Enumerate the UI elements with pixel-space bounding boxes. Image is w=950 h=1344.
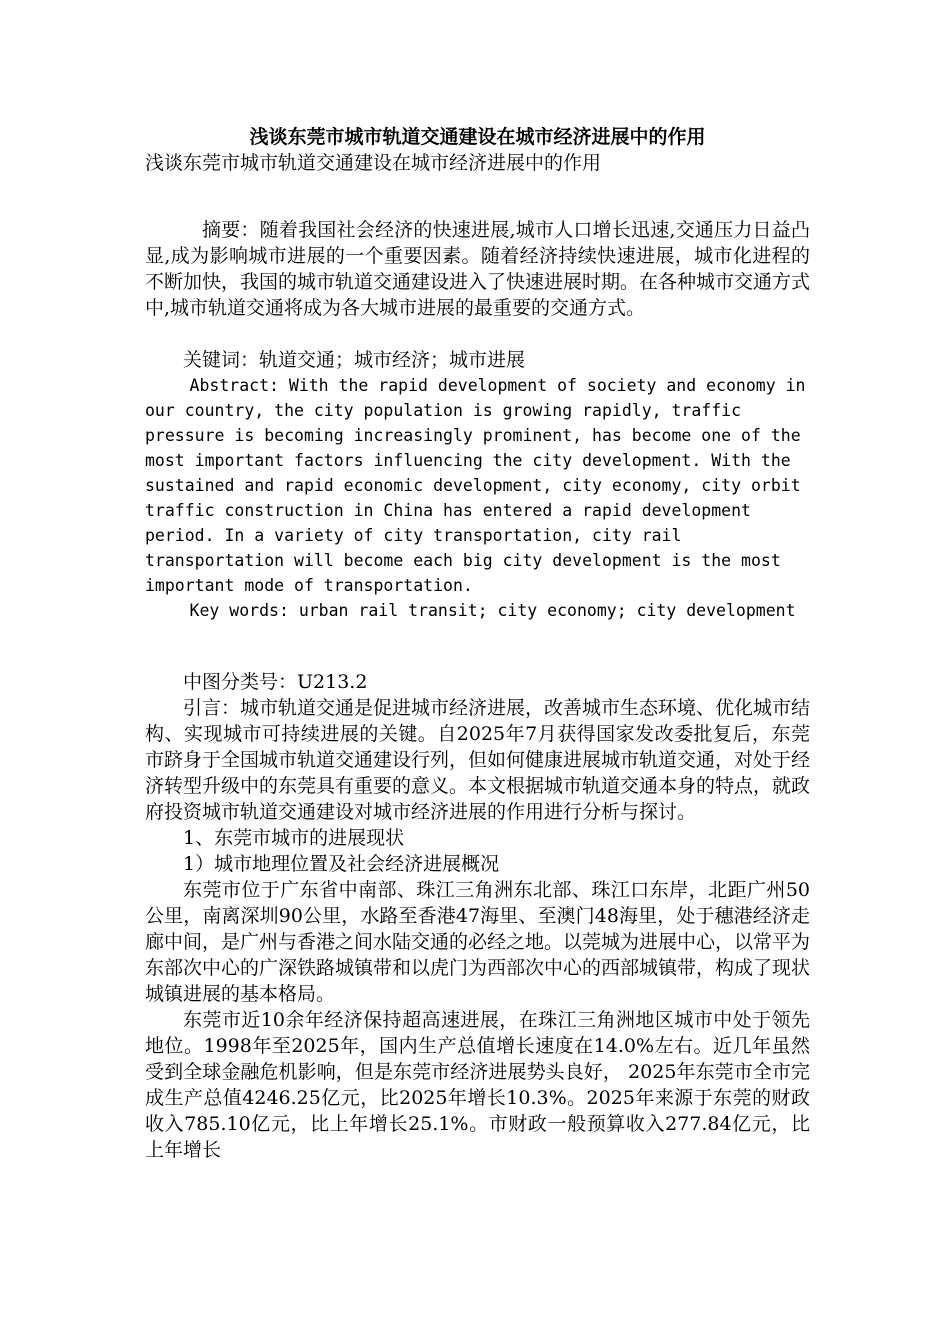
- introduction: 引言：城市轨道交通是促进城市经济进展，改善城市生态环境、优化城市结构、实现城市可持续进展的关键。自2025年7月获得国家发改委批复后，东莞市跻身于全国城市轨道交通建设行列，但如何健康进展城市轨道交通，对处于经济转型升级中的东莞具有重要的意义。本文根据城市轨道交通本身的特点，就政府投资城市轨道交通建设对城市经济进展的作用进行分析与探讨。: [145, 697, 811, 823]
- document-title: 浅谈东莞市城市轨道交通建设在城市经济进展中的作用: [249, 126, 706, 148]
- paragraph-economy: 东莞市近10余年经济保持超高速进展，在珠江三角洲地区城市中处于领先地位。1998年至2025年，国内生产总值增长速度在14.0%左右。近几年虽然受到全球金融危机影响，但是东莞市经济进展势头良好， 2025年东莞市全市完成生产总值4246.25亿元，比2025年增长10.3%。2025年来源于东莞的财政收入785.10亿元，比上年增长25.1%。市财政一般预算收入277.84亿元，比上年增长: [145, 1009, 810, 1161]
- subsection-heading: 1）城市地理位置及社会经济进展概况: [183, 853, 500, 875]
- keywords-cn: 关键词：轨道交通；城市经济；城市进展: [183, 349, 526, 371]
- document-body: [145, 124, 810, 1163]
- section-heading: 1、东莞市城市的进展现状: [183, 827, 405, 849]
- paragraph-geography: 东莞市位于广东省中南部、珠江三角洲东北部、珠江口东岸，北距广州50公里，南离深圳90公里，水路至香港47海里、至澳门48海里，处于穗港经济走廊中间，是广州与香港之间水陆交通的必经之地。以莞城为进展中心，以常平为东部次中心的广深铁路城镇带和以虎门为西部次中心的西部城镇带，构成了现状城镇进展的基本格局。: [145, 879, 811, 1005]
- abstract-cn: 摘要：随着我国社会经济的快速进展,城市人口增长迅速,交通压力日益凸显,成为影响城市进展的一个重要因素。随着经济持续快速进展，城市化进程的不断加快，我国的城市轨道交通建设进入了快速进展时期。在各种城市交通方式中,城市轨道交通将成为各大城市进展的最重要的交通方式。: [145, 219, 811, 319]
- spacer: [145, 321, 810, 347]
- document-subtitle: 浅谈东莞市城市轨道交通建设在城市经济进展中的作用: [145, 152, 602, 174]
- spacer: [145, 177, 810, 217]
- classification-number: 中图分类号：U213.2: [183, 671, 368, 693]
- abstract-en: Abstract: With the rapid development of society and economy in our country, the city population is growing rapidly, traffic pressure is becoming increasingly prominent, has become one of the most important factors influencing the city development. With the sustained and rapid economic development, city economy, city orbit traffic construction in China has entered a rapid development period. In a variety of city transportation, city rail transportation will become each big city development is the most important mode of transportation.: [145, 376, 806, 595]
- spacer: [145, 623, 810, 669]
- keywords-en: Key words: urban rail transit; city economy; city development: [189, 601, 796, 620]
